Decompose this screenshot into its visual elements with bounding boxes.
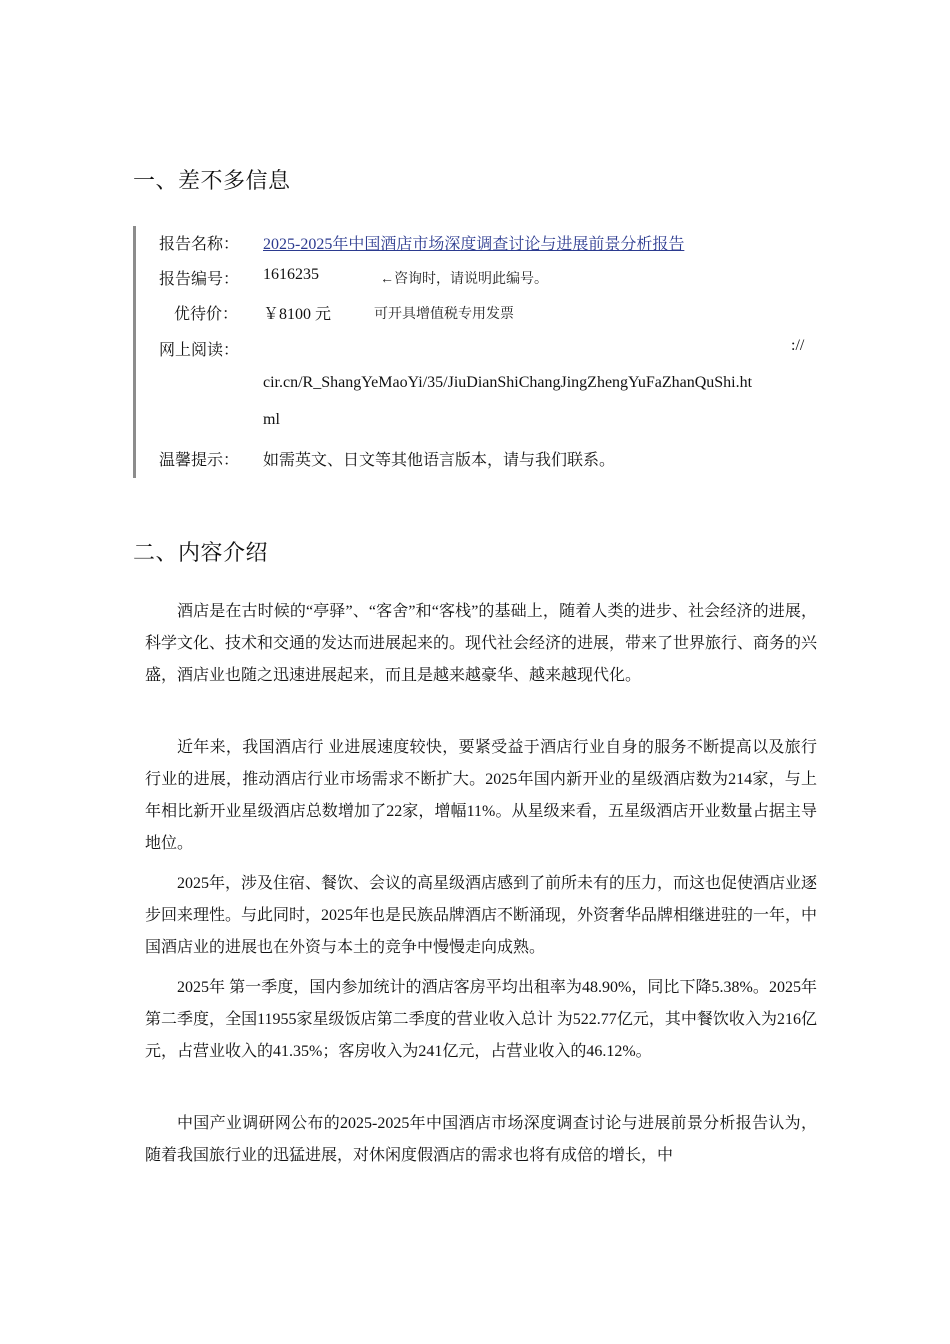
report-number-value: 1616235 xyxy=(263,266,319,283)
tip-label: 温馨提示： xyxy=(159,452,240,469)
report-info-box xyxy=(133,226,816,478)
tip-text: 如需英文、日文等其他语言版本，请与我们联系。 xyxy=(263,452,616,469)
price-label: 优待价： xyxy=(174,306,239,323)
online-url-line-2[interactable]: cir.cn/R_ShangYeMaoYi/35/JiuDianShiChangJingZhengYuFaZhanQuShi.ht xyxy=(263,374,753,391)
intro-paragraph-4: 2025年 第一季度，国内参加统计的酒店客房平均出租率为48.90%，同比下降5.38%。2025年第二季度，全国11955家星级饭店第二季度的营业收入总计 为522.77亿元，其中餐饮收入为216亿元，占营业收入的41.35%；客房收入为241亿元，占营业收入的46.12%。 xyxy=(145,979,817,1060)
section-heading-basic-info: 一、差不多信息 xyxy=(133,169,291,194)
price-value: ￥8100 元 xyxy=(263,306,332,323)
online-reading-label: 网上阅读： xyxy=(159,342,240,359)
report-number-note: ←咨询时，请说明此编号。 xyxy=(380,272,548,287)
intro-paragraph-2: 近年来，我国酒店行 业进展速度较快，要紧受益于酒店行业自身的服务不断提高以及旅行行业的进展，推动酒店行业市场需求不断扩大。2025年国内新开业的星级酒店数为214家，与上年相比新开业星级酒店总数增加了22家，增幅11%。从星级来看，五星级酒店开业数量占据主导地位。 xyxy=(145,739,817,852)
intro-paragraph-1: 酒店是在古时候的“亭驿”、“客舍”和“客栈”的基础上，随着人类的进步、社会经济的进展，科学文化、技术和交通的发达而进展起来的。现代社会经济的进展，带来了世界旅行、商务的兴盛，酒店业也随之迅速进展起来，而且是越来越豪华、越来越现代化。 xyxy=(145,603,818,684)
report-name-link[interactable]: 2025-2025年中国酒店市场深度调查讨论与进展前景分析报告 xyxy=(263,236,685,253)
online-url-line-3[interactable]: ml xyxy=(263,411,280,428)
intro-paragraph-3: 2025年，涉及住宿、餐饮、会议的高星级酒店感到了前所未有的压力，而这也促使酒店业逐步回来理性。与此同时，2025年也是民族品牌酒店不断涌现，外资奢华品牌相继进驻的一年，中国酒店业的进展也在外资与本土的竞争中慢慢走向成熟。 xyxy=(145,875,818,956)
section-heading-content-intro: 二、内容介绍 xyxy=(133,541,269,566)
intro-paragraph-5: 中国产业调研网公布的2025-2025年中国酒店市场深度调查讨论与进展前景分析报告认为，随着我国旅行业的迅猛进展，对休闲度假酒店的需求也将有成倍的增长，中 xyxy=(145,1115,817,1164)
online-url-line-1[interactable]: :// xyxy=(791,337,805,354)
invoice-note: 可开具增值税专用发票 xyxy=(374,307,514,322)
report-name-label: 报告名称： xyxy=(159,236,240,253)
report-number-label: 报告编号： xyxy=(159,271,240,288)
